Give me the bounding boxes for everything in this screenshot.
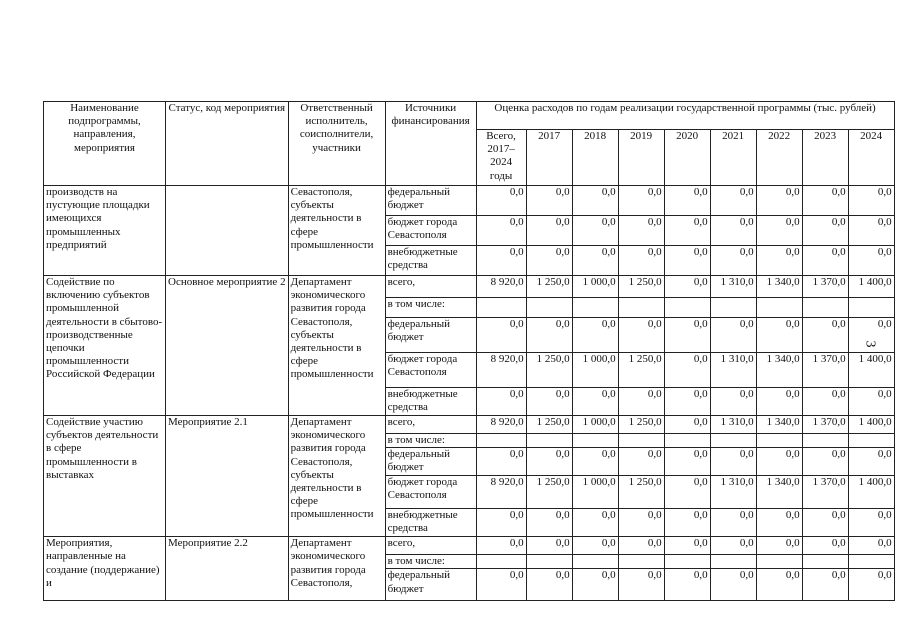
value-cell: 1 340,0: [756, 476, 802, 509]
value-cell: 0,0: [618, 186, 664, 216]
value-cell: 0,0: [618, 509, 664, 537]
value-cell: 0,0: [848, 186, 894, 216]
value-cell: [848, 434, 894, 448]
value-cell: 0,0: [526, 537, 572, 555]
funding-source: бюджет города Севастополя: [385, 216, 476, 246]
value-cell: 1 250,0: [526, 353, 572, 388]
funding-source: внебюджетные средства: [385, 509, 476, 537]
value-cell: 0,0: [710, 186, 756, 216]
group-name: Содействие участию субъектов деятельности в сфере промышленности в выставках: [44, 416, 166, 537]
value-cell: 0,0: [756, 318, 802, 353]
value-cell: 0,0: [664, 318, 710, 353]
value-cell: 0,0: [802, 246, 848, 276]
value-cell: 1 400,0: [848, 416, 894, 434]
value-cell: 0,0: [756, 246, 802, 276]
value-cell: 0,0: [572, 388, 618, 416]
value-cell: 0,0: [618, 246, 664, 276]
value-cell: 0,0: [618, 537, 664, 555]
header-year: 2019: [618, 130, 664, 186]
value-cell: 1 340,0: [756, 353, 802, 388]
value-cell: 0,0: [572, 318, 618, 353]
value-cell: [710, 298, 756, 318]
value-cell: 1 400,0: [848, 276, 894, 298]
group-executor: Департамент экономического развития города Севастополя, субъекты деятельности в сфере промышленности: [288, 276, 385, 416]
value-cell: 0,0: [618, 318, 664, 353]
value-cell: [526, 555, 572, 569]
value-cell: 1 250,0: [526, 276, 572, 298]
value-cell: 0,0: [802, 448, 848, 476]
header-year: 2023: [802, 130, 848, 186]
value-cell: 1 250,0: [618, 476, 664, 509]
header-name: Наименование подпрограммы, направления, мероприятия: [44, 102, 166, 186]
value-cell: 1 250,0: [618, 353, 664, 388]
group-name: Содействие по включению субъектов промышленной деятельности в сбытово-производственные цепочки промышленности Российской Федерации: [44, 276, 166, 416]
value-cell: 0,0: [710, 318, 756, 353]
value-cell: 0,0: [710, 509, 756, 537]
value-cell: 0,0: [572, 537, 618, 555]
table-row: [44, 537, 895, 555]
value-cell: 0,0: [848, 569, 894, 601]
header-year-total: Всего, 2017–2024 годы: [476, 130, 526, 186]
group-executor: Севастополя, субъекты деятельности в сфере промышленности: [288, 186, 385, 276]
header-year: 2021: [710, 130, 756, 186]
value-cell: 0,0: [526, 509, 572, 537]
value-cell: 0,0: [802, 186, 848, 216]
value-cell: 1 340,0: [756, 276, 802, 298]
value-cell: 0,0: [664, 353, 710, 388]
value-cell: [572, 434, 618, 448]
value-total: 8 920,0: [476, 416, 526, 434]
value-cell: 0,0: [526, 388, 572, 416]
value-total: 8 920,0: [476, 276, 526, 298]
value-cell: 0,0: [710, 246, 756, 276]
funding-source: внебюджетные средства: [385, 246, 476, 276]
group-name: Мероприятия, направленные на создание (поддержание) и: [44, 537, 166, 601]
value-cell: 0,0: [756, 569, 802, 601]
value-total: [476, 298, 526, 318]
value-cell: 1 250,0: [618, 416, 664, 434]
value-cell: 0,0: [664, 509, 710, 537]
group-executor: Департамент экономического развития города Севастополя, субъекты деятельности в сфере промышленности: [288, 416, 385, 537]
funding-source: всего,: [385, 416, 476, 434]
value-cell: 0,0: [756, 216, 802, 246]
funding-source: в том числе:: [385, 434, 476, 448]
value-cell: [526, 434, 572, 448]
value-cell: 0,0: [572, 246, 618, 276]
value-cell: 1 000,0: [572, 353, 618, 388]
header-year: 2018: [572, 130, 618, 186]
value-cell: 1 310,0: [710, 476, 756, 509]
value-cell: [618, 555, 664, 569]
value-total: 0,0: [476, 569, 526, 601]
header-status: Статус, код мероприятия: [166, 102, 289, 186]
value-cell: 1 310,0: [710, 416, 756, 434]
header-year: 2024: [848, 130, 894, 186]
value-cell: 0,0: [664, 448, 710, 476]
funding-source: всего,: [385, 537, 476, 555]
value-cell: 0,0: [526, 448, 572, 476]
value-cell: 0,0: [710, 537, 756, 555]
value-cell: [664, 555, 710, 569]
value-cell: 0,0: [802, 318, 848, 353]
funding-source: в том числе:: [385, 298, 476, 318]
funding-source: в том числе:: [385, 555, 476, 569]
value-cell: [848, 555, 894, 569]
group-executor: Департамент экономического развития города Севастополя,: [288, 537, 385, 601]
header-year: 2022: [756, 130, 802, 186]
value-total: 8 920,0: [476, 353, 526, 388]
value-cell: 0,0: [526, 246, 572, 276]
group-status: Мероприятие 2.1: [166, 416, 289, 537]
value-total: 0,0: [476, 186, 526, 216]
value-cell: 1 310,0: [710, 353, 756, 388]
value-cell: 1 000,0: [572, 476, 618, 509]
funding-source: федеральный бюджет: [385, 186, 476, 216]
value-cell: 0,0: [756, 186, 802, 216]
value-total: 0,0: [476, 448, 526, 476]
header-year: 2020: [664, 130, 710, 186]
value-cell: 0,0: [572, 186, 618, 216]
table-row: [44, 416, 895, 434]
group-status: Мероприятие 2.2: [166, 537, 289, 601]
value-cell: 0,0: [848, 318, 894, 353]
value-cell: 0,0: [664, 216, 710, 246]
value-cell: [526, 298, 572, 318]
header-source: Источники финансирования: [385, 102, 476, 186]
value-cell: 1 250,0: [526, 476, 572, 509]
value-cell: 1 340,0: [756, 416, 802, 434]
value-total: [476, 434, 526, 448]
group-status: [166, 186, 289, 276]
budget-table: [43, 101, 895, 601]
value-total: 0,0: [476, 537, 526, 555]
value-cell: 1 250,0: [618, 276, 664, 298]
value-cell: 1 400,0: [848, 476, 894, 509]
value-cell: 0,0: [848, 448, 894, 476]
funding-source: всего,: [385, 276, 476, 298]
value-cell: 0,0: [572, 569, 618, 601]
funding-source: бюджет города Севастополя: [385, 353, 476, 388]
value-cell: [710, 555, 756, 569]
value-cell: 0,0: [756, 448, 802, 476]
value-cell: [756, 434, 802, 448]
value-cell: 0,0: [526, 318, 572, 353]
value-cell: [572, 555, 618, 569]
value-cell: 0,0: [664, 276, 710, 298]
value-cell: 0,0: [848, 246, 894, 276]
value-cell: 0,0: [572, 448, 618, 476]
value-cell: 0,0: [664, 416, 710, 434]
value-cell: [572, 298, 618, 318]
value-total: 0,0: [476, 509, 526, 537]
group-status: Основное мероприятие 2: [166, 276, 289, 416]
value-cell: 0,0: [526, 569, 572, 601]
table-row: [44, 276, 895, 298]
value-cell: 0,0: [802, 509, 848, 537]
value-total: 0,0: [476, 388, 526, 416]
value-cell: 0,0: [848, 537, 894, 555]
value-cell: 0,0: [802, 388, 848, 416]
value-cell: [664, 434, 710, 448]
value-cell: [802, 555, 848, 569]
value-cell: 1 000,0: [572, 276, 618, 298]
value-cell: 1 370,0: [802, 353, 848, 388]
value-cell: 0,0: [710, 216, 756, 246]
value-cell: 0,0: [848, 216, 894, 246]
header-executor: Ответственный исполнитель, соисполнители, участники: [288, 102, 385, 186]
value-cell: 0,0: [664, 246, 710, 276]
page-number: 3: [862, 340, 878, 348]
value-cell: 0,0: [710, 388, 756, 416]
value-cell: 0,0: [526, 186, 572, 216]
value-cell: 0,0: [664, 537, 710, 555]
value-cell: 1 370,0: [802, 476, 848, 509]
value-cell: 0,0: [618, 388, 664, 416]
table-row: [44, 186, 895, 216]
header-year: 2017: [526, 130, 572, 186]
value-cell: 0,0: [664, 186, 710, 216]
value-cell: [710, 434, 756, 448]
value-cell: [848, 298, 894, 318]
value-cell: 0,0: [664, 388, 710, 416]
value-cell: 0,0: [618, 448, 664, 476]
value-cell: 0,0: [848, 388, 894, 416]
value-cell: 0,0: [710, 448, 756, 476]
value-cell: 0,0: [526, 216, 572, 246]
funding-source: внебюджетные средства: [385, 388, 476, 416]
value-cell: 0,0: [756, 537, 802, 555]
funding-source: федеральный бюджет: [385, 569, 476, 601]
value-total: [476, 555, 526, 569]
value-total: 0,0: [476, 216, 526, 246]
value-cell: [664, 298, 710, 318]
value-cell: 0,0: [664, 569, 710, 601]
value-cell: [802, 298, 848, 318]
value-cell: 1 400,0: [848, 353, 894, 388]
value-cell: 0,0: [848, 509, 894, 537]
value-cell: 0,0: [664, 476, 710, 509]
value-cell: 0,0: [802, 216, 848, 246]
value-cell: 1 000,0: [572, 416, 618, 434]
value-cell: [802, 434, 848, 448]
value-cell: 0,0: [710, 569, 756, 601]
value-total: 0,0: [476, 246, 526, 276]
value-cell: 1 370,0: [802, 416, 848, 434]
value-cell: 0,0: [756, 388, 802, 416]
value-total: 0,0: [476, 318, 526, 353]
value-cell: [756, 298, 802, 318]
value-cell: 1 310,0: [710, 276, 756, 298]
value-cell: 0,0: [802, 569, 848, 601]
value-cell: 0,0: [802, 537, 848, 555]
value-cell: 0,0: [618, 216, 664, 246]
funding-source: федеральный бюджет: [385, 448, 476, 476]
value-cell: 0,0: [618, 569, 664, 601]
value-cell: 1 370,0: [802, 276, 848, 298]
value-cell: [756, 555, 802, 569]
value-cell: [618, 434, 664, 448]
value-total: 8 920,0: [476, 476, 526, 509]
value-cell: [618, 298, 664, 318]
value-cell: 1 250,0: [526, 416, 572, 434]
funding-source: бюджет города Севастополя: [385, 476, 476, 509]
group-name: производств на пустующие площадки имеющихся промышленных предприятий: [44, 186, 166, 276]
value-cell: 0,0: [572, 216, 618, 246]
value-cell: 0,0: [756, 509, 802, 537]
value-cell: 0,0: [572, 509, 618, 537]
header-estimate: Оценка расходов по годам реализации государственной программы (тыс. рублей): [476, 102, 894, 130]
funding-source: федеральный бюджет: [385, 318, 476, 353]
